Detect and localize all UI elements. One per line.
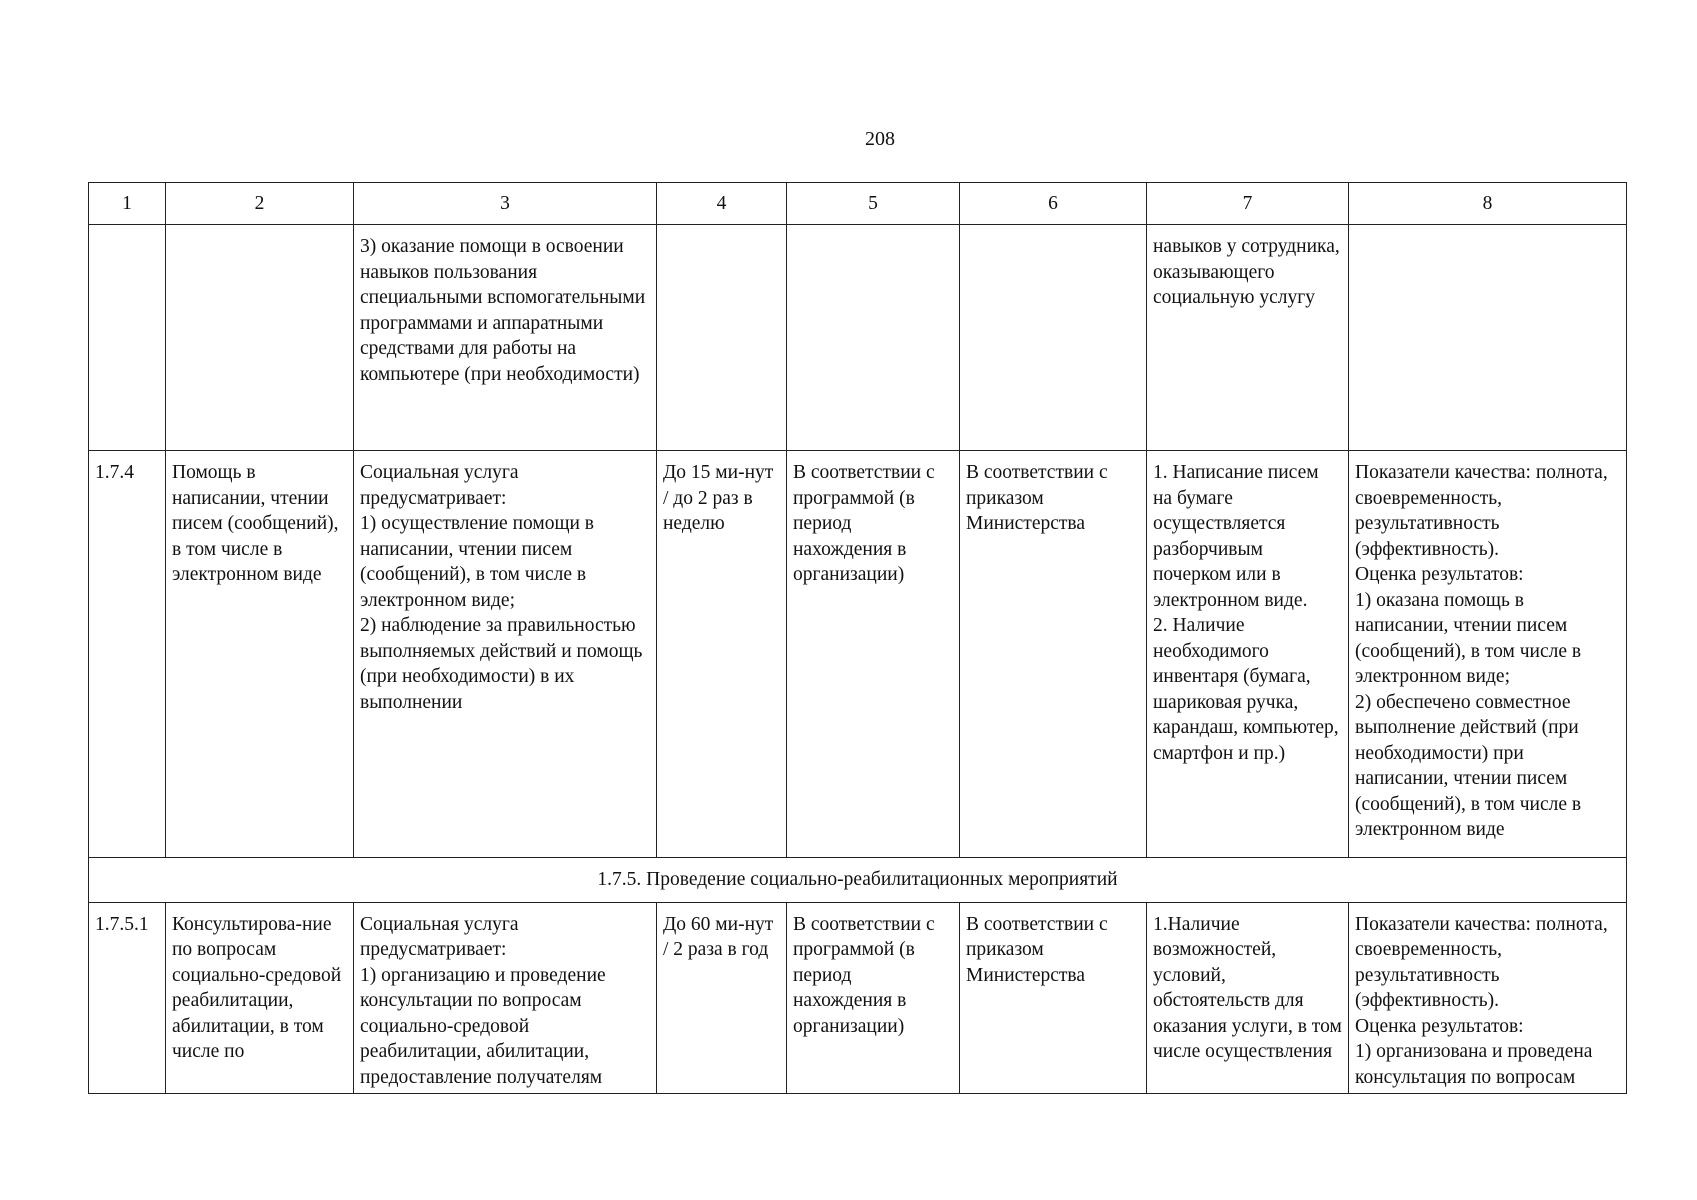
cell-service-name bbox=[166, 902, 354, 1093]
cell-number: 1.7.4 bbox=[89, 451, 166, 858]
table-row-1-7-4 bbox=[89, 451, 1627, 858]
cell-duration bbox=[657, 902, 787, 1093]
cell-text: В соответствии с программой (в период нахождения в организации) bbox=[793, 913, 935, 1037]
header-row bbox=[89, 183, 1627, 225]
cell-tariff: В соответствии с приказом Министерства bbox=[960, 451, 1147, 858]
column-header-3: 3 bbox=[354, 183, 657, 225]
cell-text: Социальная услуга предусматривает: 1) организацию и проведение консультации по вопросам социально-средовой реабилитации, абилитации, предоставление получателям bbox=[360, 913, 606, 1088]
cell-duration: До 15 ми-нут / до 2 раз в неделю bbox=[657, 451, 787, 858]
cell-number bbox=[89, 225, 166, 451]
cell-service-name: Помощь в написании, чтении писем (сообщений), в том числе в электронном виде bbox=[166, 451, 354, 858]
column-header-6: 6 bbox=[960, 183, 1147, 225]
cell-conditions: 1. Написание писем на бумаге осуществляется разборчивым почерком или в электронном виде. 2. Наличие необходимого инвентаря (бумага, шариковая ручка, карандаш, компьютер, смартфон и пр.) bbox=[1147, 451, 1349, 858]
cell-conditions bbox=[1147, 902, 1349, 1093]
page-number: 208 bbox=[865, 128, 895, 150]
column-header-7: 7 bbox=[1147, 183, 1349, 225]
cell-text: 1.7.5.1 bbox=[95, 913, 149, 935]
cell-number bbox=[89, 902, 166, 1093]
cell-quality-indicators: Показатели качества: полнота, своевременность, результативность (эффективность). Оценка результатов: 1) оказана помощь в написании, чтении писем (сообщений), в том числе в электронном виде; 2) обеспечено совместное выполнение действий (при необходимости) при написании, чтении писем (сообщений), в том числе в электронном виде bbox=[1349, 451, 1627, 858]
cell-quality-indicators bbox=[1349, 225, 1627, 451]
cell-duration bbox=[657, 225, 787, 451]
cell-tariff bbox=[960, 902, 1147, 1093]
column-header-1: 1 bbox=[89, 183, 166, 225]
cell-service-description bbox=[354, 902, 657, 1093]
cell-text: До 60 ми-нут / 2 раза в год bbox=[663, 913, 774, 960]
column-header-8: 8 bbox=[1349, 183, 1627, 225]
column-header-2: 2 bbox=[166, 183, 354, 225]
cell-period bbox=[787, 902, 960, 1093]
cell-service-description: 3) оказание помощи в освоении навыков пользования специальными вспомогательными программами и аппаратными средствами для работы на компьютере (при необходимости) bbox=[354, 225, 657, 451]
table-row-1-7-5-1 bbox=[89, 902, 1627, 1093]
section-row-1-7-5 bbox=[89, 858, 1627, 903]
table-row-continuation bbox=[89, 225, 1627, 451]
cell-period: В соответствии с программой (в период нахождения в организации) bbox=[787, 451, 960, 858]
cell-quality-indicators bbox=[1349, 902, 1627, 1093]
cell-text: Консультирова-ние по вопросам социально-средовой реабилитации, абилитации, в том числе по bbox=[172, 913, 342, 1062]
services-table bbox=[88, 182, 1627, 1094]
column-header-5: 5 bbox=[787, 183, 960, 225]
column-header-4: 4 bbox=[657, 183, 787, 225]
cell-tariff bbox=[960, 225, 1147, 451]
cell-text: 1.Наличие возможностей, условий, обстоятельств для оказания услуги, в том числе осуществления bbox=[1153, 913, 1342, 1062]
cell-service-description: Социальная услуга предусматривает: 1) осуществление помощи в написании, чтении писем (сообщений), в том числе в электронном виде; 2) наблюдение за правильностью выполняемых действий и помощь (при необходимости) в их выполнении bbox=[354, 451, 657, 858]
cell-conditions: навыков у сотрудника, оказывающего социальную услугу bbox=[1147, 225, 1349, 451]
cell-period bbox=[787, 225, 960, 451]
cell-text: В соответствии с приказом Министерства bbox=[966, 913, 1108, 986]
cell-text: Показатели качества: полнота, своевременность, результативность (эффективность). Оценка результатов: 1) организована и проведена консультация по вопросам bbox=[1355, 913, 1608, 1088]
section-title: 1.7.5. Проведение социально-реабилитационных мероприятий bbox=[89, 858, 1627, 903]
cell-service-name bbox=[166, 225, 354, 451]
